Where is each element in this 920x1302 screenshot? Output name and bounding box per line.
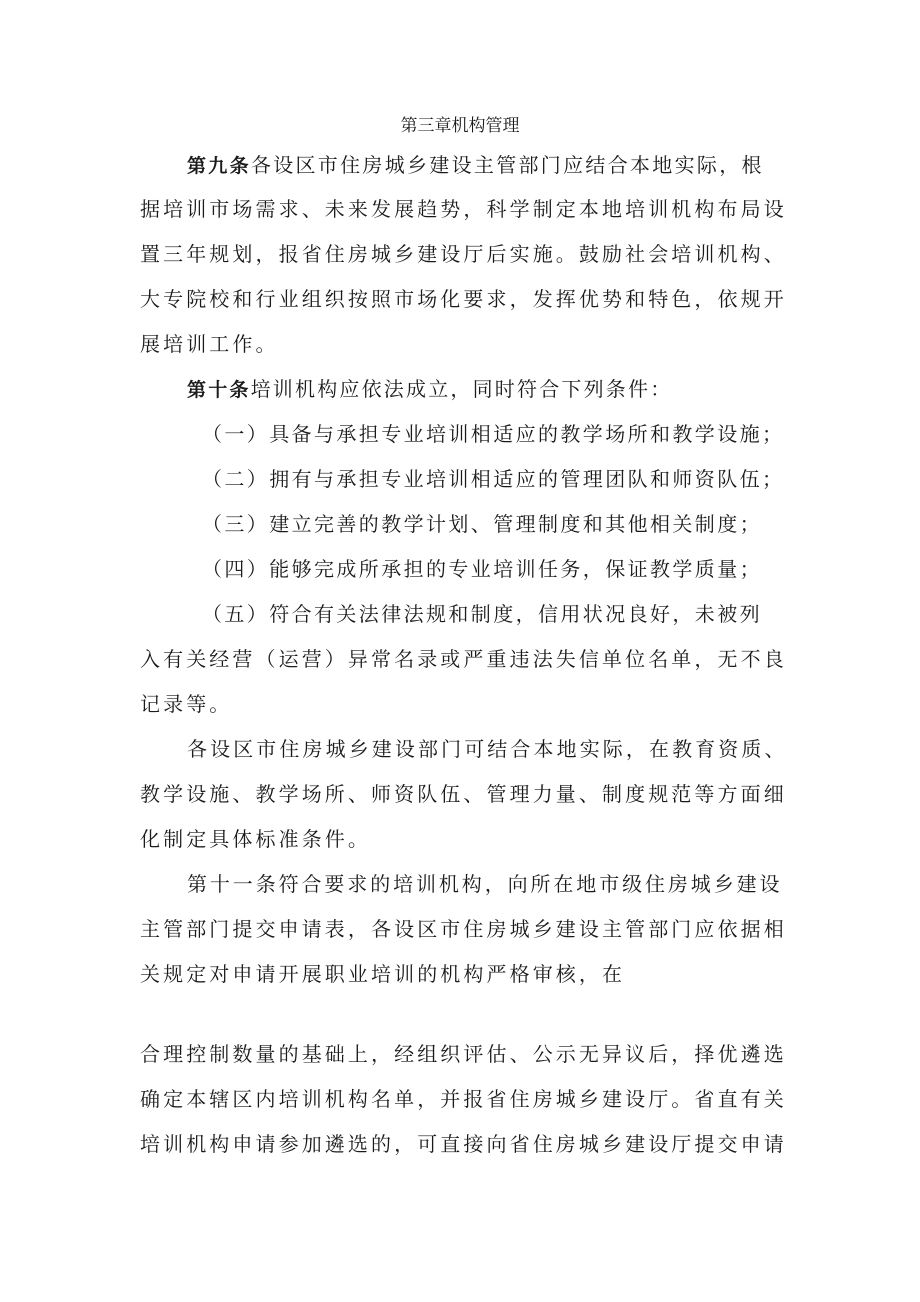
- article-9-label: 第九条: [187, 155, 251, 177]
- standards-line-1: 各设区市住房城乡建设部门可结合本地实际，在教育资质、: [187, 737, 788, 761]
- article-10-item-5-line-2: 入有关经营（运营）异常名录或严重违法失信单位名单，无不良: [140, 647, 787, 671]
- article-10-item-5-line-1: （五）符合有关法律法规和制度，信用状况良好，未被列: [202, 602, 762, 626]
- article-11-line-4: 合理控制数量的基础上，经组织评估、公示无异议后，择优遴选: [140, 1042, 787, 1066]
- article-10-item-1: （一）具备与承担专业培训相适应的教学场所和教学设施；: [202, 422, 785, 446]
- article-9-text-1: 各设区市住房城乡建设主管部门应结合本地实际，根: [250, 153, 764, 177]
- article-9-line-1: [0, 151, 920, 180]
- article-10-label: 第十条: [187, 379, 251, 401]
- article-11-line-1: 第十一条符合要求的培训机构，向所在地市级住房城乡建设: [187, 872, 783, 896]
- article-11-line-6: 培训机构申请参加遴选的，可直接向省住房城乡建设厅提交申请: [140, 1132, 787, 1156]
- article-9-line-3: 置三年规划，报省住房城乡建设厅后实施。鼓励社会培训机构、: [140, 242, 787, 266]
- article-10-item-3: （三）建立完善的教学计划、管理制度和其他相关制度；: [202, 512, 762, 536]
- article-10-item-4: （四）能够完成所承担的专业培训任务，保证教学质量；: [202, 557, 762, 581]
- article-10-item-5-line-3: 记录等。: [140, 692, 233, 716]
- article-11-line-5: 确定本辖区内培训机构名单，并报省住房城乡建设厅。省直有关: [140, 1087, 787, 1111]
- article-9-line-5: 展培训工作。: [140, 332, 279, 356]
- article-10-text-1: 培训机构应依法成立，同时符合下列条件：: [250, 377, 673, 401]
- standards-line-2: 教学设施、教学场所、师资队伍、管理力量、制度规范等方面细: [140, 782, 787, 806]
- article-9-line-4: 大专院校和行业组织按照市场化要求，发挥优势和特色，依规开: [140, 287, 787, 311]
- standards-line-3: 化制定具体标准条件。: [140, 827, 371, 851]
- article-11-line-2: 主管部门提交申请表，各设区市住房城乡建设主管部门应依据相: [140, 917, 787, 941]
- article-9-line-2: 据培训市场需求、未来发展趋势，科学制定本地培训机构布局设: [140, 197, 787, 221]
- article-11-line-3: 关规定对申请开展职业培训的机构严格审核，在: [140, 962, 626, 986]
- article-10-line-1: [0, 375, 920, 404]
- article-10-item-2: （二）拥有与承担专业培训相适应的管理团队和师资队伍；: [202, 467, 785, 491]
- chapter-title: 第三章机构管理: [400, 116, 520, 136]
